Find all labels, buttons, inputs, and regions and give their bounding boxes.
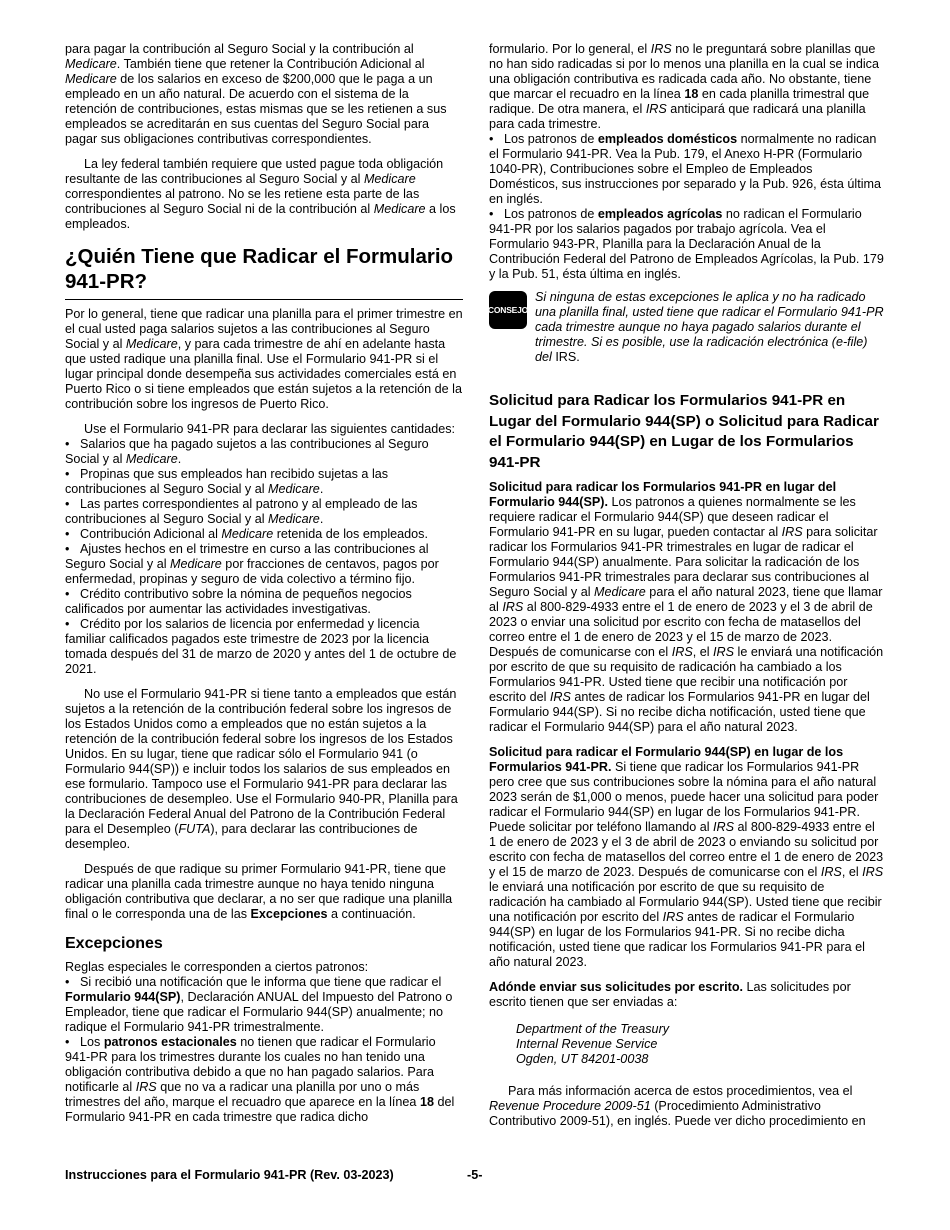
list-item [65,617,463,677]
text-run: Solicitud para radicar el Formulario 944(SP) en lugar de los Formularios 941-PR. [489,745,844,774]
text-run: Si ninguna de estas excepciones le aplica y no ha radicado una planilla final, usted tiene que radicar el Formulario 941-PR cada trimestre aunque no haya pagado salarios durante el trimestre. Si es posible, use la radicación electrónica ( [535,290,884,349]
paragraph [65,960,463,975]
text-run: Formulario 944(SP) [65,990,181,1004]
text-run: Después de que radique su primer Formulario 941-PR, tiene que radicar una planilla cada trimestre aunque no haya tenido ninguna obligación contributiva que declarar, a no ser que radique una planilla final o le corresponda una de las [65,862,453,921]
text-run: ), para declarar las contribuciones de desempleo. [65,822,418,851]
paragraph [489,42,885,132]
text-run: 18 [419,1095,434,1109]
text-run: al 800-829-4933 entre el 1 de enero de 2023 y el 3 de abril de 2023 o enviando su solicitud por escrito con fecha de matasellos del correo entre el 1 de enero de 2023 y el 15 de marzo de 2023. Después de comunicarse con el [489,820,884,879]
text-run: IRS [650,42,672,56]
text-run: del Formulario 941-PR en cada trimestre que radica dicho [65,1095,455,1124]
text-run: Adónde enviar sus solicitudes por escrito. [489,980,744,994]
bullet-icon: • [65,527,70,541]
paragraph [65,862,463,922]
text-run: Medicare [65,72,117,86]
text-run: Ajustes hechos en el trimestre en curso a las contribuciones al Seguro Social y al [65,542,429,571]
text-run: Use el Formulario 941-PR para declarar las siguientes cantidades: [84,422,455,436]
text-run: IRS [135,1080,157,1094]
section-heading: ¿Quién Tiene que Radicar el Formulario 941-PR? [65,245,454,293]
paragraph [65,157,463,232]
text-run: empleados domésticos [597,132,738,146]
text-run: Medicare [373,202,426,216]
text-run: , Declaración ANUAL del Impuesto del Patrono o Empleador, tiene que radicar el Formulario 944(SP) anualmente; no radique el Formulario 941-PR trimestralmente. [65,990,453,1034]
bullet-icon: • [65,587,70,601]
text-run: correspondientes al patrono. No se les retiene esta parte de las contribuciones al Seguro Social ni de la contribución al [65,187,420,216]
text-run: Por lo general, tiene que radicar una planilla para el primer trimestre en el cual usted paga salarios sujetos a las contribuciones al Seguro Social y al [65,307,463,351]
text-run: formulario. Por lo general, el [489,42,651,56]
text-run: IRS [549,690,571,704]
text-run: . [319,512,324,526]
text-run: Los patronos de [504,132,598,146]
mailing-address [489,1022,885,1067]
text-run: IRS [862,865,884,879]
text-run: Si tiene que radicar los Formularios 941-PR pero cree que sus contribuciones sobre la nómina para el año natural 2023 serán de $1,000 o menos, puede hacer una solicitud para poder radicar el Formulario 944(SP) en lugar de los Formularios 941-PR. Puede solicitar por teléfono llamando al [489,760,879,834]
text-run: antes de radicar el Formulario 944(SP) en lugar de los Formularios 941-PR. Si no recibe dicha notificación, usted tiene que radicar los Formularios 941-PR para el año natural 2023. [489,910,865,969]
text-run: para solicitar radicar los Formularios 941-PR trimestrales en lugar de radicar el Formulario 944(SP) anualmente. Para solicitar la radicación de los Formularios 941-PR trimestrales para declarar sus contribuciones al Seguro Social y al [489,525,878,599]
text-run: Revenue Procedure 2009-51 [489,1099,651,1113]
list-item [489,132,885,207]
bullet-icon: • [489,207,494,221]
text-run: La ley federal también requiere que usted pague toda obligación resultante de las contribuciones al Seguro Social y al [65,157,444,186]
tip-badge-label: CONSEJO [487,304,529,315]
text-run: Medicare [268,512,320,526]
text-run: IRS [781,525,803,539]
text-run: No use el Formulario 941-PR si tiene tanto a empleados que están sujetos a la retención de la contribución federal sobre los ingresos de los Estados Unidos como a empleados que no están sujetos a la retención de la contribución federal sobre los ingresos de los Estados Unidos. En su lugar, tiene que radicar sólo el Formulario 941 (o Formulario 944(SP)) e incluir todos los salarios de sus empleados en ese formulario. Tampoco use el Formulario 941-PR para declarar las contribuciones de desempleo. Use el Formulario 940-PR, Planilla para la Declaración Federal Anual del Patrono de la Contribución Federal para el Desempleo ( [65,687,458,836]
left-column [65,42,463,1125]
text-run: Medicare [221,527,274,541]
text-run: Medicare [65,57,117,71]
bullet-icon: • [65,617,70,631]
text-run: Propinas que sus empleados han recibido sujetas a las contribuciones al Seguro Social y al [65,467,389,496]
paragraph [489,1084,885,1129]
text-run: Medicare [363,172,416,186]
list-item [65,497,463,527]
subsection-heading: Excepciones [65,935,163,952]
text-run: de los salarios en exceso de $200,000 que le paga a un empleado en un año natural. De acuerdo con el sistema de la retención de contribuciones, estas mismas que se les retienen a sus empleados se acreditarán en sus cuentas del Seguro Social para pagar sus obligaciones contributivas correspondientes. [65,72,447,146]
address-line: Department of the Treasury [516,1022,670,1036]
text-run: Excepciones [250,907,328,921]
text-run: no tienen que radicar el Formulario 941-PR para los trimestres durante los cuales no han tenido una obligación contributiva debido a que no han pagado salarios. Para notificarle al [65,1035,436,1094]
text-run: Si recibió una notificación que le informa que tiene que radicar el [80,975,442,989]
paragraph [489,745,885,970]
text-run: IRS [645,102,667,116]
text-run: Medicare [170,557,222,571]
text-run: patronos estacionales [103,1035,237,1049]
text-run: IRS [502,600,524,614]
text-run: Solicitud para radicar los Formularios 941-PR en lugar del Formulario 944(SP). [489,480,837,509]
text-run: anticipará que radicará una planilla para cada trimestre. [489,102,866,131]
text-run: antes de radicar los Formularios 941-PR en lugar del Formulario 944(SP). Si no recibe dicha notificación, usted tiene que radicar el Formulario 944(SP) para el año natural 2023. [489,690,870,734]
text-run: . [319,482,324,496]
text-run: no le preguntará sobre planillas que no han sido radicadas si por lo menos una planilla en la cual se indica una obligación contributiva es radicada cada año. No obstante, tiene que marcar el recuadro en la línea [489,42,879,101]
text-run: le enviará una notificación por escrito de que su requisito de radicación ha cambiado a los Formularios 941-PR. Usted tiene que recibir una notificación por escrito del [489,645,884,704]
text-run: , el [841,865,863,879]
text-run: Medicare [125,337,178,351]
text-run: Crédito contributivo sobre la nómina de pequeños negocios calificados por aumentar las actividades investigativas. [65,587,412,616]
text-run: 18 [684,87,699,101]
list-item [65,437,463,467]
bullet-icon: • [65,975,70,989]
list-item [65,467,463,497]
text-run: no radican el Formulario 941-PR por los salarios pagados por trabajo agrícola. Vea el Formulario 943-PR, Planilla para la Declaración Anual de la Contribución Federal del Patrono de Empleados Agrícolas, la Pub. 179 y la Pub. 51, ésta última en inglés. [489,207,884,281]
text-run: por fracciones de centavos, pagos por enfermedad, propinas y seguro de vida colectivo a término fijo. [65,557,439,586]
right-column [489,42,885,1129]
text-run: IRS [713,645,735,659]
text-run: Las partes correspondientes al patrono y al empleado de las contribuciones al Seguro Social y al [65,497,418,526]
text-run: FUTA [178,822,211,836]
bullet-icon: • [489,132,494,146]
address-line: Internal Revenue Service [516,1037,658,1051]
text-run: IRS. [555,350,580,364]
text-run: para el año natural 2023, tiene que llamar al [489,585,883,614]
text-run: IRS [713,820,735,834]
text-run: a continuación. [327,907,416,921]
bullet-icon: • [65,497,70,511]
text-run: Los patronos de [504,207,598,221]
paragraph [65,42,463,147]
text-run: Crédito por los salarios de licencia por enfermedad y licencia familiar calificados pagados este trimestre de 2023 por la licencia tomada después del 31 de marzo de 2020 y antes del 1 de octubre de 2021. [65,617,457,676]
paragraph [65,422,463,437]
text-run: Medicare [594,585,646,599]
text-run: que no va a radicar una planilla por uno o más trimestres del año, marque el recuadro que aparece en la línea [65,1080,420,1109]
text-run: e-file [835,335,864,349]
text-run: le enviará una notificación por escrito de que su requisito de radicación ha cambiado al Formulario 944(SP). Usted tiene que recibir una notificación por escrito del [489,880,882,924]
footer-title: Instrucciones para el Formulario 941-PR (Rev. 03-2023) [65,1168,394,1182]
list-item [65,1035,463,1125]
paragraph [489,980,885,1010]
text-run: , y para cada trimestre de ahí en adelante hasta que usted radique una planilla final. Use el Formulario 941-PR si el lugar principal donde desempeña sus actividades comerciales está en Puerto Rico o si tiene empleados que están sujetos a la retención de la contribución sobre los ingresos de Puerto Rico. [65,337,462,411]
text-run: . También tiene que retener la Contribución Adicional al [116,57,425,71]
text-run: empleados agrícolas [597,207,723,221]
text-run: (Procedimiento Administrativo Contributivo 2009-51), en inglés. Puede ver dicho procedimiento en [489,1099,866,1128]
text-run: Los patronos a quienes normalmente se les requiere radicar el Formulario 944(SP) que deseen radicar el Formulario 941-PR en su lugar, pueden contactar al [489,495,856,539]
text-run: ) del [535,335,868,364]
list-item [65,975,463,1035]
address-line: Ogden, UT 84201-0038 [516,1052,649,1066]
text-run: Medicare [125,452,178,466]
text-run: Para más información acerca de estos procedimientos, vea el [508,1084,853,1098]
bullet-list [489,132,885,282]
paragraph [489,480,885,735]
text-run: Los [80,1035,104,1049]
page-number: -5- [467,1168,483,1182]
tip-icon [489,291,527,329]
bullet-icon: • [65,467,70,481]
tip-note [489,290,885,365]
bullet-icon: • [65,1035,70,1049]
text-run: retenida de los empleados. [273,527,428,541]
text-run: IRS [671,645,693,659]
text-run: normalmente no radican el Formulario 941-PR. Vea la Pub. 179, el Anexo H-PR (Formulario 1040-PR), Contribuciones sobre el Empleo de Empleados Domésticos, sus instrucciones por separado y la Pub. 926, ésta última en inglés. [489,132,881,206]
text-run: al 800-829-4933 entre el 1 de enero de 2023 y el 3 de abril de 2023 o enviar una solicitud por escrito con fecha de matasellos del correo entre el 1 de enero de 2023 y el 15 de marzo de 2023. Después de comunicarse con el [489,600,873,659]
list-item [65,587,463,617]
text-run: en cada planilla trimestral que radique. De otra manera, el [489,87,870,116]
section-heading: Solicitud para Radicar los Formularios 941-PR en Lugar del Formulario 944(SP) o Solicitud para Radicar el Formulario 944(SP) en Lugar de los Formularios 941-PR [489,392,879,471]
paragraph [65,687,463,852]
heading-rule [65,299,463,300]
text-run: IRS [820,865,842,879]
page-footer [65,1168,885,1182]
text-run: para pagar la contribución al Seguro Social y la contribución al [65,42,414,56]
bullet-icon: • [65,542,70,556]
text-run: , el [692,645,714,659]
tip-text [535,290,885,365]
list-item [65,527,463,542]
list-item [489,207,885,282]
bullet-list [65,437,463,677]
exceptions-list [65,975,463,1125]
text-run: Medicare [268,482,320,496]
text-run: Contribución Adicional al [80,527,222,541]
bullet-icon: • [65,437,70,451]
text-run: Las solicitudes por escrito tienen que ser enviadas a: [489,980,851,1009]
list-item [65,542,463,587]
text-run: . [177,452,182,466]
text-run: Salarios que ha pagado sujetos a las contribuciones al Seguro Social y al [65,437,429,466]
text-run: Reglas especiales le corresponden a ciertos patronos: [65,960,369,974]
text-run: IRS [662,910,684,924]
paragraph [65,307,463,412]
text-run: a los empleados. [65,202,456,231]
